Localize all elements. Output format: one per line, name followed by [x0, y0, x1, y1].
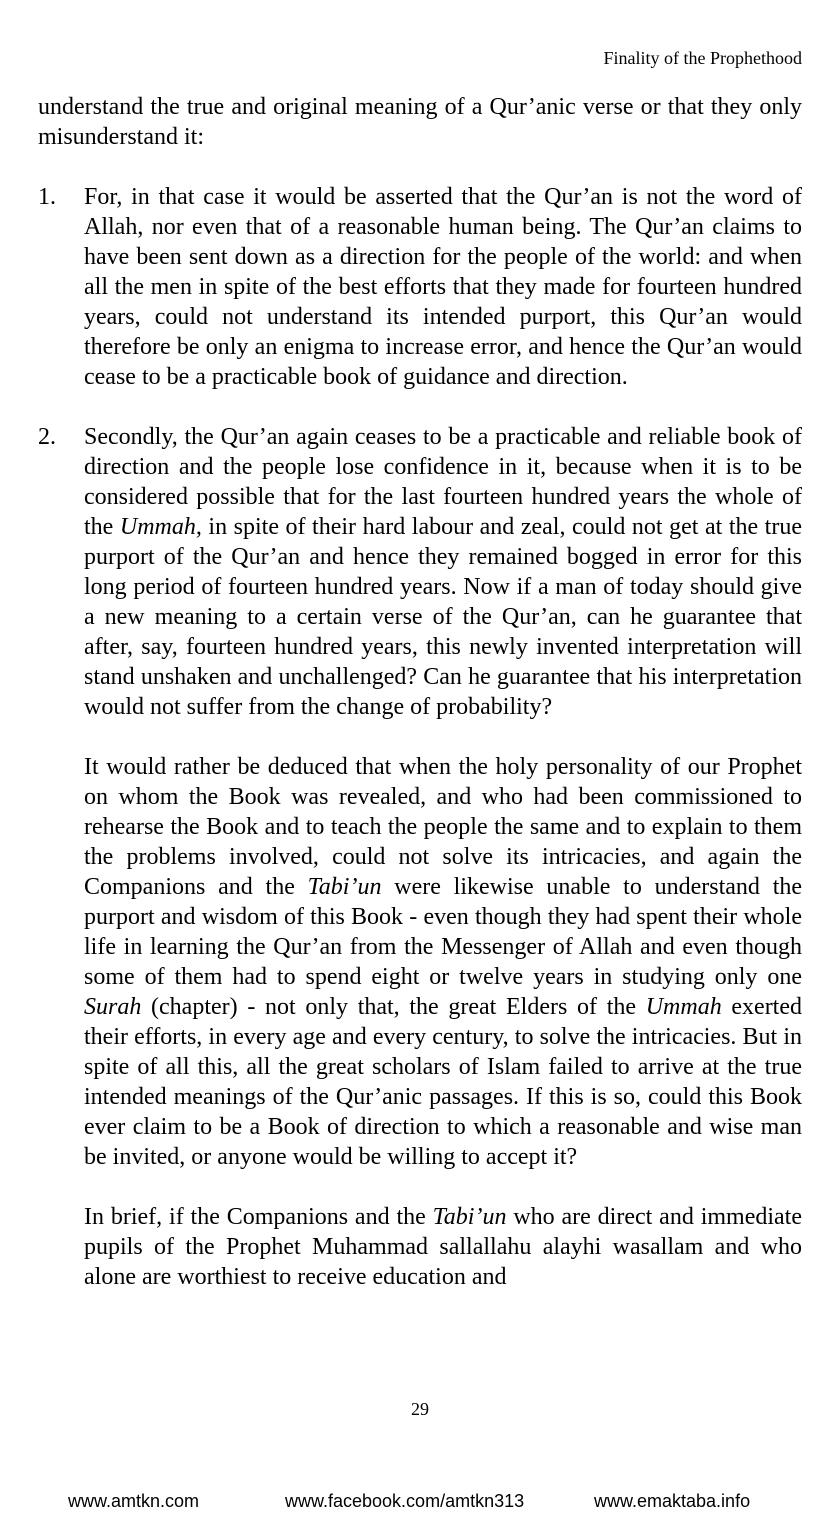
italic-term: Ummah	[645, 994, 722, 1020]
intro-paragraph: understand the true and original meaning of a Qur’anic verse or that they only misunderstand it:	[38, 94, 802, 150]
italic-term: Ummah,	[119, 514, 202, 540]
running-header: Finality of the Prophethood	[603, 48, 802, 68]
text-segment: In brief, if the Companions and the	[84, 1204, 433, 1230]
text-segment: who are direct and immediate pupils of the Prophet Muhammad sallallahu alayhi wasallam and who alone are worthiest to receive education and	[84, 1204, 802, 1290]
text-segment: in spite of their hard labour and zeal, could not get at the true purport of the Qur’an and hence they remained bogged in error for this long period of fourteen hundred years. Now if a man of today should give a new meaning to a certain verse of the Qur’an, can he guarantee that after, say, fourteen hundred years, this newly invented interpretation will stand unshaken and unchallenged? Can he guarantee that his interpretation would not suffer from the change of probability?	[84, 514, 802, 720]
footer	[0, 1487, 840, 1515]
text-segment: (chapter) - not only that, the great Elders of the	[141, 994, 646, 1020]
italic-term: Tabi’un	[432, 1204, 507, 1230]
list-number: 2.	[38, 424, 56, 450]
page-body	[38, 92, 802, 1292]
footer-link-emaktaba[interactable]: www.emaktaba.info	[594, 1491, 751, 1511]
list-item-1	[38, 182, 802, 392]
page-number: 29	[411, 1399, 429, 1419]
list-number: 1.	[38, 184, 56, 210]
footer-link-facebook[interactable]: www.facebook.com/amtkn313	[285, 1491, 525, 1511]
list-text: For, in that case it would be asserted that the Qur’an is not the word of Allah, nor even that of a reasonable human being. The Qur’an claims to have been sent down as a direction for the people of the world: and when all the men in spite of the best efforts that they made for fourteen hundred years, could not understand its intended purport, this Qur’an would therefore be only an enigma to increase error, and hence the Qur’an would cease to be a practicable book of guidance and direction.	[84, 184, 802, 390]
text-segment: exerted their efforts, in every age and every century, to solve the intricacies. But in spite of all this, all the great scholars of Islam failed to arrive at the true intended meanings of the Qur’anic passages. If this is so, could this Book ever claim to be a Book of direction to which a reasonable and wise man be invited, or anyone would be willing to accept it?	[84, 994, 803, 1170]
text-segment: Secondly, the Qur’an again ceases to be a practicable and reliable book of direction and the people lose confidence in it, because when it is to be considered possible that for the last fourteen hundred years the whole of the	[84, 424, 802, 540]
list-item-2	[38, 422, 802, 722]
paragraph-deduced	[38, 752, 802, 1172]
list-text	[84, 422, 802, 722]
italic-term: Tabi’un	[307, 874, 382, 900]
italic-term: Surah	[84, 994, 142, 1020]
text-segment: It would rather be deduced that when the holy personality of our Prophet on whom the Book was revealed, and who had been commissioned to rehearse the Book and to teach the people the same and to explain to them the problems involved, could not solve its intricacies, and again the Companions and the	[84, 754, 802, 900]
footer-link-amtkn[interactable]: www.amtkn.com	[68, 1491, 200, 1511]
text-segment: were likewise unable to understand the purport and wisdom of this Book - even though they had spent their whole life in learning the Qur’an from the Messenger of Allah and even though some of them had to spend eight or twelve years in studying only one	[84, 874, 803, 990]
paragraph-brief	[38, 1202, 802, 1292]
